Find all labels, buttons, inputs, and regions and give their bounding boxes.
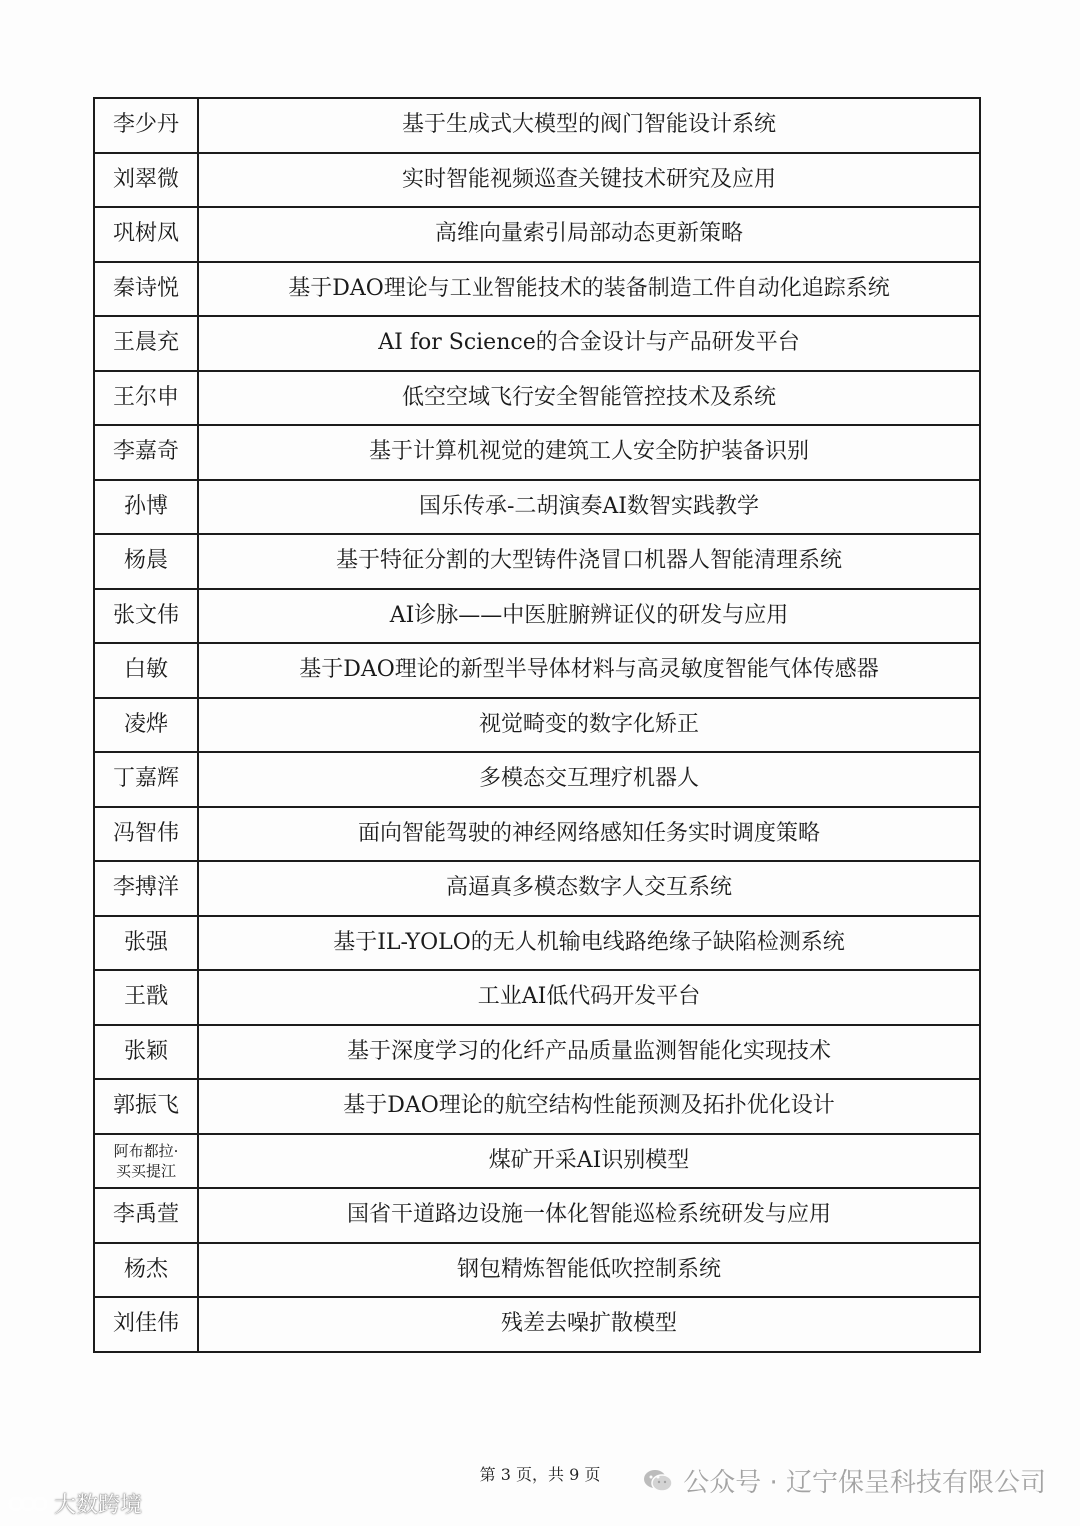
table-row [94,371,980,426]
name-cell: 李嘉奇 [94,425,198,480]
table-row [94,589,980,644]
table-row [94,1243,980,1298]
name-cell: 王戬 [94,970,198,1025]
name-cell: 刘佳伟 [94,1297,198,1352]
project-cell: AI诊脉——中医脏腑辨证仪的研发与应用 [198,589,980,644]
name-cell: 李禹萱 [94,1188,198,1243]
name-cell: 刘翠微 [94,153,198,208]
name-cell: 孙博 [94,480,198,535]
name-cell: 巩树凤 [94,207,198,262]
table-row [94,207,980,262]
logo-icon [8,1492,48,1516]
table-row [94,1188,980,1243]
name-cell: 丁嘉辉 [94,752,198,807]
project-cell: 多模态交互理疗机器人 [198,752,980,807]
project-cell: 基于DAO理论与工业智能技术的装备制造工件自动化追踪系统 [198,262,980,317]
project-cell: 基于DAO理论的航空结构性能预测及拓扑优化设计 [198,1079,980,1134]
table-row [94,861,980,916]
name-cell: 秦诗悦 [94,262,198,317]
table-row [94,534,980,589]
table-row [94,153,980,208]
project-cell: 低空空域飞行安全智能管控技术及系统 [198,371,980,426]
name-cell: 杨晨 [94,534,198,589]
table-row [94,425,980,480]
table-row [94,970,980,1025]
project-cell: 工业AI低代码开发平台 [198,970,980,1025]
project-cell: 国省干道路边设施一体化智能巡检系统研发与应用 [198,1188,980,1243]
project-cell: 基于特征分割的大型铸件浇冒口机器人智能清理系统 [198,534,980,589]
name-cell: 白敏 [94,643,198,698]
name-cell: 张强 [94,916,198,971]
name-cell: 李少丹 [94,98,198,153]
project-cell: AI for Science的合金设计与产品研发平台 [198,316,980,371]
table-row [94,262,980,317]
project-cell: 基于计算机视觉的建筑工人安全防护装备识别 [198,425,980,480]
table-row [94,1025,980,1080]
project-cell: 国乐传承-二胡演奏AI数智实践教学 [198,480,980,535]
table-row [94,807,980,862]
brand-watermark-text: 大数跨境 [54,1493,143,1518]
wechat-icon [643,1468,673,1494]
table-row [94,316,980,371]
project-cell: 高维向量索引局部动态更新策略 [198,207,980,262]
project-cell: 视觉畸变的数字化矫正 [198,698,980,753]
name-cell: 张颖 [94,1025,198,1080]
project-cell: 基于DAO理论的新型半导体材料与高灵敏度智能气体传感器 [198,643,980,698]
name-cell: 凌烨 [94,698,198,753]
table-row [94,698,980,753]
table-row [94,1079,980,1134]
name-cell: 张文伟 [94,589,198,644]
name-cell: 冯智伟 [94,807,198,862]
table-row [94,643,980,698]
award-table [93,97,981,1353]
project-cell: 基于生成式大模型的阀门智能设计系统 [198,98,980,153]
table-row [94,1297,980,1352]
name-cell: 阿布都拉· 买买提江 [94,1134,198,1189]
table-row [94,916,980,971]
project-cell: 基于深度学习的化纤产品质量监测智能化实现技术 [198,1025,980,1080]
wechat-watermark [643,1462,1046,1499]
page-number: 第 3 页，共 9 页 [479,1465,601,1484]
name-cell: 王晨充 [94,316,198,371]
table-row [94,98,980,153]
project-cell: 面向智能驾驶的神经网络感知任务实时调度策略 [198,807,980,862]
table-row [94,1134,980,1189]
project-cell: 煤矿开采AI识别模型 [198,1134,980,1189]
brand-watermark [8,1488,142,1519]
wechat-watermark-text: 公众号 · 辽宁保呈科技有限公司 [683,1468,1046,1498]
project-cell: 实时智能视频巡查关键技术研究及应用 [198,153,980,208]
table-row [94,480,980,535]
name-cell: 王尔申 [94,371,198,426]
project-cell: 钢包精炼智能低吹控制系统 [198,1243,980,1298]
name-cell: 郭振飞 [94,1079,198,1134]
table-row [94,752,980,807]
project-cell: 基于IL-YOLO的无人机输电线路绝缘子缺陷检测系统 [198,916,980,971]
project-cell: 残差去噪扩散模型 [198,1297,980,1352]
project-cell: 高逼真多模态数字人交互系统 [198,861,980,916]
name-cell: 杨杰 [94,1243,198,1298]
table-body [94,98,980,1352]
name-cell: 李搏洋 [94,861,198,916]
